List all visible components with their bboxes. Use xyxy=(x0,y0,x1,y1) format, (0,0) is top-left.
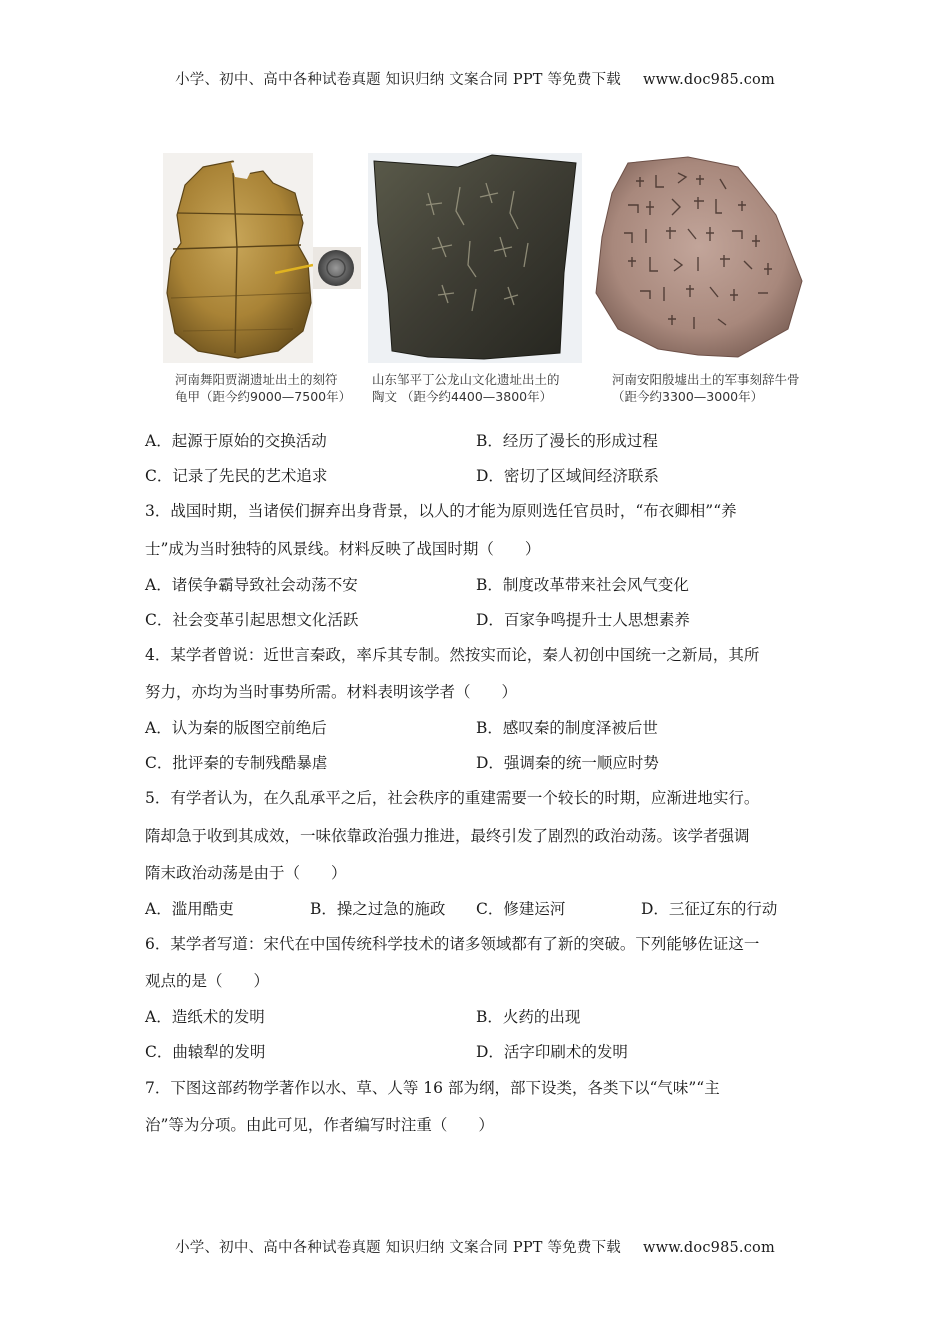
header-site[interactable]: www.doc985.com xyxy=(642,72,775,88)
q7-stem-line1: 7．下图这部药物学著作以水、草、人等 16 部为纲，部下设类，各类下以“气味”“主 xyxy=(145,1079,720,1097)
footer-text: 小学、初中、高中各种试卷真题 知识归纳 文案合同 PPT 等免费下载 xyxy=(175,1240,621,1256)
q3-option-a: A．诸侯争霸导致社会动荡不安 xyxy=(145,576,358,594)
q3-stem-line1: 3．战国时期，当诸侯们摒弃出身背景，以人的才能为原则选任官员时，“布衣卿相”“养 xyxy=(145,502,737,520)
q2-option-a: A．起源于原始的交换活动 xyxy=(145,432,327,450)
q2-option-d: D．密切了区域间经济联系 xyxy=(476,467,659,485)
q3-option-c: C．社会变革引起思想文化活跃 xyxy=(145,611,359,629)
q5-stem-line2: 隋却急于收到其成效，一味依靠政治强力推进，最终引发了剧烈的政治动荡。该学者强调 xyxy=(145,827,750,845)
q2-option-b: B．经历了漫长的形成过程 xyxy=(476,432,658,450)
q5-stem-line1: 5．有学者认为，在久乱承平之后，社会秩序的重建需要一个较长的时期，应渐进地实行。 xyxy=(145,789,760,807)
figure-2-caption xyxy=(372,371,560,405)
q4-stem-line2: 努力，亦均为当时事势所需。材料表明该学者（ ） xyxy=(145,683,518,701)
q3-stem-line2: 士”成为当时独特的风景线。材料反映了战国时期（ ） xyxy=(145,540,541,558)
figure-3-caption xyxy=(612,371,800,405)
figure-3-caption-line2: （距今约3300—3000年） xyxy=(612,389,764,404)
q5-option-c: C．修建运河 xyxy=(476,900,566,918)
page-footer xyxy=(0,1236,950,1257)
figure-1-caption-line2: 龟甲（距今约9000—7500年） xyxy=(175,389,352,404)
q5-option-a: A．滥用酷吏 xyxy=(145,900,234,918)
pottery-shard-image xyxy=(368,153,582,363)
q3-option-b: B．制度改革带来社会风气变化 xyxy=(476,576,689,594)
figure-1-caption-line1: 河南舞阳贾湖遗址出土的刻符 xyxy=(175,372,338,387)
q3-option-d: D．百家争鸣提升士人思想素养 xyxy=(476,611,690,629)
q4-option-d: D．强调秦的统一顺应时势 xyxy=(476,754,659,772)
artifact-figures xyxy=(163,153,823,408)
q6-option-a: A．造纸术的发明 xyxy=(145,1008,265,1026)
q4-stem-line1: 4．某学者曾说：近世言秦政，率斥其专制。然按实而论，秦人初创中国统一之新局，其所 xyxy=(145,646,760,664)
q6-option-d: D．活字印刷术的发明 xyxy=(476,1043,628,1061)
figure-2-caption-line2: 陶文 （距今约4400—3800年） xyxy=(372,389,553,404)
figure-1-caption xyxy=(175,371,351,405)
q6-option-b: B．火药的出现 xyxy=(476,1008,581,1026)
q6-stem-line1: 6．某学者写道：宋代在中国传统科学技术的诸多领域都有了新的突破。下列能够佐证这一 xyxy=(145,935,760,953)
q7-stem-line2: 治”等为分项。由此可见，作者编写时注重（ ） xyxy=(145,1116,494,1134)
oracle-bone-image xyxy=(588,153,810,363)
figure-2-caption-line1: 山东邹平丁公龙山文化遗址出土的 xyxy=(372,372,560,387)
q6-option-c: C．曲辕犁的发明 xyxy=(145,1043,266,1061)
footer-site[interactable]: www.doc985.com xyxy=(642,1240,775,1256)
q6-stem-line2: 观点的是（ ） xyxy=(145,972,270,990)
q5-stem-line3: 隋末政治动荡是由于（ ） xyxy=(145,864,347,882)
q4-option-a: A．认为秦的版图空前绝后 xyxy=(145,719,327,737)
q5-option-d: D．三征辽东的行动 xyxy=(641,900,778,918)
figure-3-caption-line1: 河南安阳殷墟出土的军事刻辞牛骨 xyxy=(612,372,800,387)
header-text: 小学、初中、高中各种试卷真题 知识归纳 文案合同 PPT 等免费下载 xyxy=(175,72,621,88)
q5-option-b: B．操之过急的施政 xyxy=(310,900,446,918)
page-header xyxy=(0,68,950,89)
tortoise-shell-image xyxy=(163,153,363,363)
q2-option-c: C．记录了先民的艺术追求 xyxy=(145,467,328,485)
q4-option-c: C．批评秦的专制残酷暴虐 xyxy=(145,754,328,772)
q4-option-b: B．感叹秦的制度泽被后世 xyxy=(476,719,658,737)
